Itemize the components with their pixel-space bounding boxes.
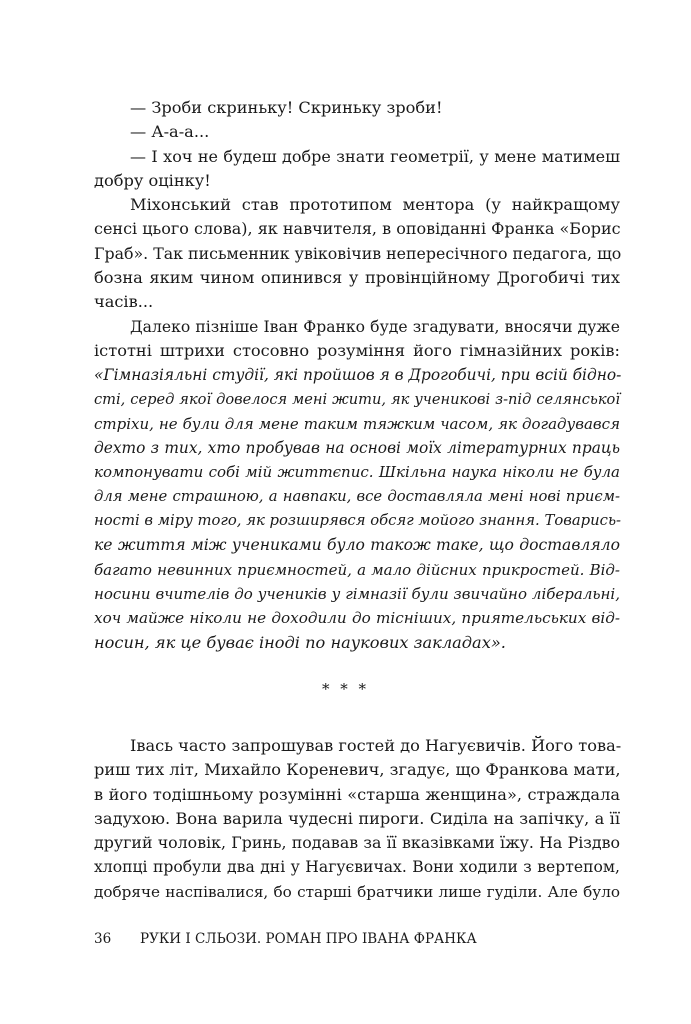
- text-line: — Зроби скриньку! Скриньку зроби!: [130, 98, 443, 117]
- text-line: Далеко пізніше Іван Франко буде згадувати, вносячи дуже: [130, 317, 620, 336]
- text-line: Івась часто запрошував гостей до Нагуєвичів. Його това-: [130, 736, 622, 755]
- quote-line: дехто з тих, хто пробував на основі моїх літературних праць: [94, 439, 620, 458]
- page-footer: [94, 931, 477, 947]
- text-line: в його тодішньому розумінні «старша женщина», страждала: [94, 784, 620, 804]
- quote-line: для мене страшною, а навпаки, все доставляла мені нові приєм-: [94, 487, 620, 505]
- quote-line: багато невинних приємностей, а мало дійсних прикростей. Від-: [94, 560, 620, 579]
- quote-line: хоч майже ніколи не доходили до тісніших, приятельських від-: [94, 609, 620, 628]
- text-line: Граб». Так письменник увіковічив непересічного педагога, що: [94, 243, 622, 263]
- text-line: добру оцінку!: [94, 170, 211, 190]
- text-line: бозна яким чином опинився у провінційному Дрогобичі тих: [94, 268, 620, 288]
- text-line: другий чоловік, Гринь, подавав за її вказівками їжу. На Різдво: [94, 833, 620, 853]
- quote-line: носини вчителів до учеників у гімназії були звичайно ліберальні,: [94, 584, 620, 603]
- section-separator: * * *: [321, 680, 370, 698]
- quote-line: носин, як це буває іноді по наукових закладах».: [94, 632, 506, 652]
- text-line: хлопці пробули два дні у Нагуєвичах. Вони ходили з вертепом,: [94, 858, 620, 877]
- quote-line: стріхи, не були для мене таким тяжким часом, як догадувався: [94, 414, 620, 433]
- text-line: добряче наспівалися, бо старші братчики лише гуділи. Але було: [94, 882, 620, 901]
- text-line: істотні штрихи стосовно розуміння його гімназійних років:: [94, 340, 620, 360]
- text-block-bottom: [94, 734, 620, 904]
- text-line: Міхонський став прототипом ментора (у найкращому: [130, 195, 620, 215]
- quote-line: ності в міру того, як розширявся обсяг мойого знання. Товарись-: [94, 512, 622, 530]
- text-line: — І хоч не будеш добре знати геометрії, у мене матимеш: [130, 146, 620, 166]
- quote-line: сті, серед якої довелося мені жити, як ученикові з-під селянської: [94, 390, 620, 408]
- running-title: РУКИ І СЛЬОЗИ. РОМАН ПРО ІВАНА ФРАНКА: [140, 931, 477, 947]
- text-line: риш тих літ, Михайло Кореневич, згадує, що Франкова мати,: [94, 760, 621, 780]
- quote-line: «Гімназіяльні студії, які пройшов я в Дрогобичі, при всій бідно-: [94, 366, 622, 385]
- page-number: 36: [94, 931, 112, 947]
- text-line: сенсі цього слова), як навчителя, в оповіданні Франка «Борис: [94, 219, 621, 239]
- text-line: часів...: [94, 292, 154, 312]
- text-block-top: [94, 96, 620, 655]
- quote-line: ке життя між учениками було також таке, що доставляло: [94, 536, 620, 555]
- text-line: — А-а-а...: [130, 122, 210, 142]
- text-line: задухою. Вона варила чудесні пироги. Сиділа на запічку, а її: [94, 808, 620, 828]
- quote-line: компонувати собі мій життєпис. Шкільна наука ніколи не була: [94, 463, 620, 482]
